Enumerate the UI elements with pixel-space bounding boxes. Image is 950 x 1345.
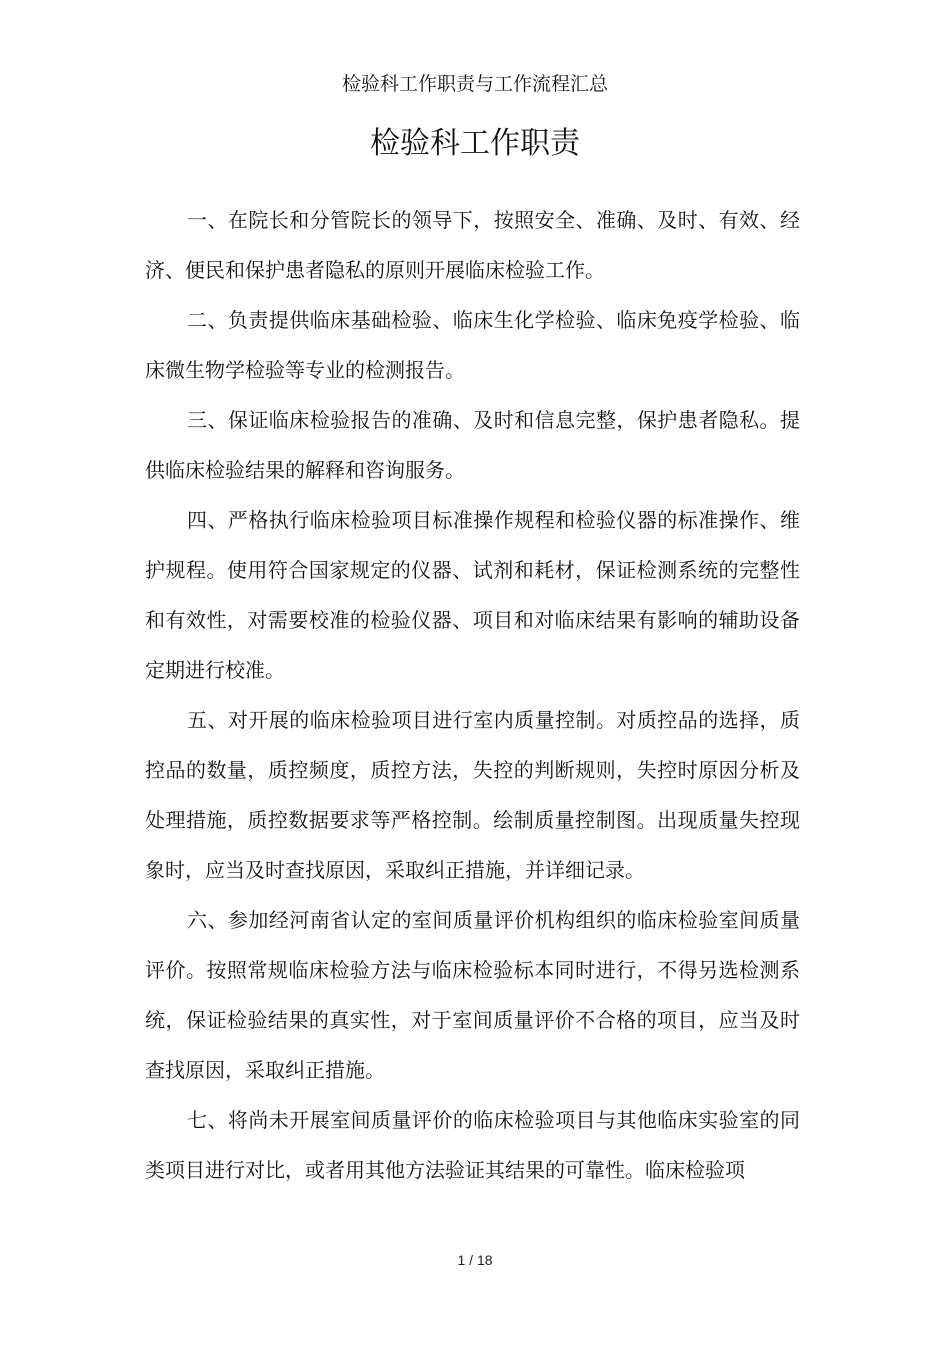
- paragraph-3: 三、保证临床检验报告的准确、及时和信息完整，保护患者隐私。提供临床检验结果的解释和咨询服务。: [145, 408, 800, 482]
- paragraph-1: 一、在院长和分管院长的领导下，按照安全、准确、及时、有效、经济、便民和保护患者隐私的原则开展临床检验工作。: [145, 208, 800, 282]
- paragraph-4: 四、严格执行临床检验项目标准操作规程和检验仪器的标准操作、维护规程。使用符合国家规定的仪器、试剂和耗材，保证检测系统的完整性和有效性，对需要校准的检验仪器、项目和对临床结果有影响的辅助设备定期进行校准。: [145, 508, 800, 682]
- paragraph-2: 二、负责提供临床基础检验、临床生化学检验、临床免疫学检验、临床微生物学检验等专业的检测报告。: [145, 308, 800, 382]
- paragraph-7: 七、将尚未开展室间质量评价的临床检验项目与其他临床实验室的同类项目进行对比，或者用其他方法验证其结果的可靠性。临床检验项: [145, 1108, 800, 1182]
- document-body: [145, 195, 800, 1195]
- page-title: 检验科工作职责: [370, 126, 580, 161]
- page-number: 1 / 18: [457, 1252, 493, 1268]
- paragraph-5: 五、对开展的临床检验项目进行室内质量控制。对质控品的选择，质控品的数量，质控频度，质控方法，失控的判断规则，失控时原因分析及处理措施，质控数据要求等严格控制。绘制质量控制图。出现质量失控现象时，应当及时查找原因，采取纠正措施，并详细记录。: [145, 708, 800, 882]
- document-header-title: 检验科工作职责与工作流程汇总: [341, 73, 608, 95]
- paragraph-6: 六、参加经河南省认定的室间质量评价机构组织的临床检验室间质量评价。按照常规临床检验方法与临床检验标本同时进行，不得另选检测系统，保证检验结果的真实性，对于室间质量评价不合格的项目，应当及时查找原因，采取纠正措施。: [145, 908, 800, 1082]
